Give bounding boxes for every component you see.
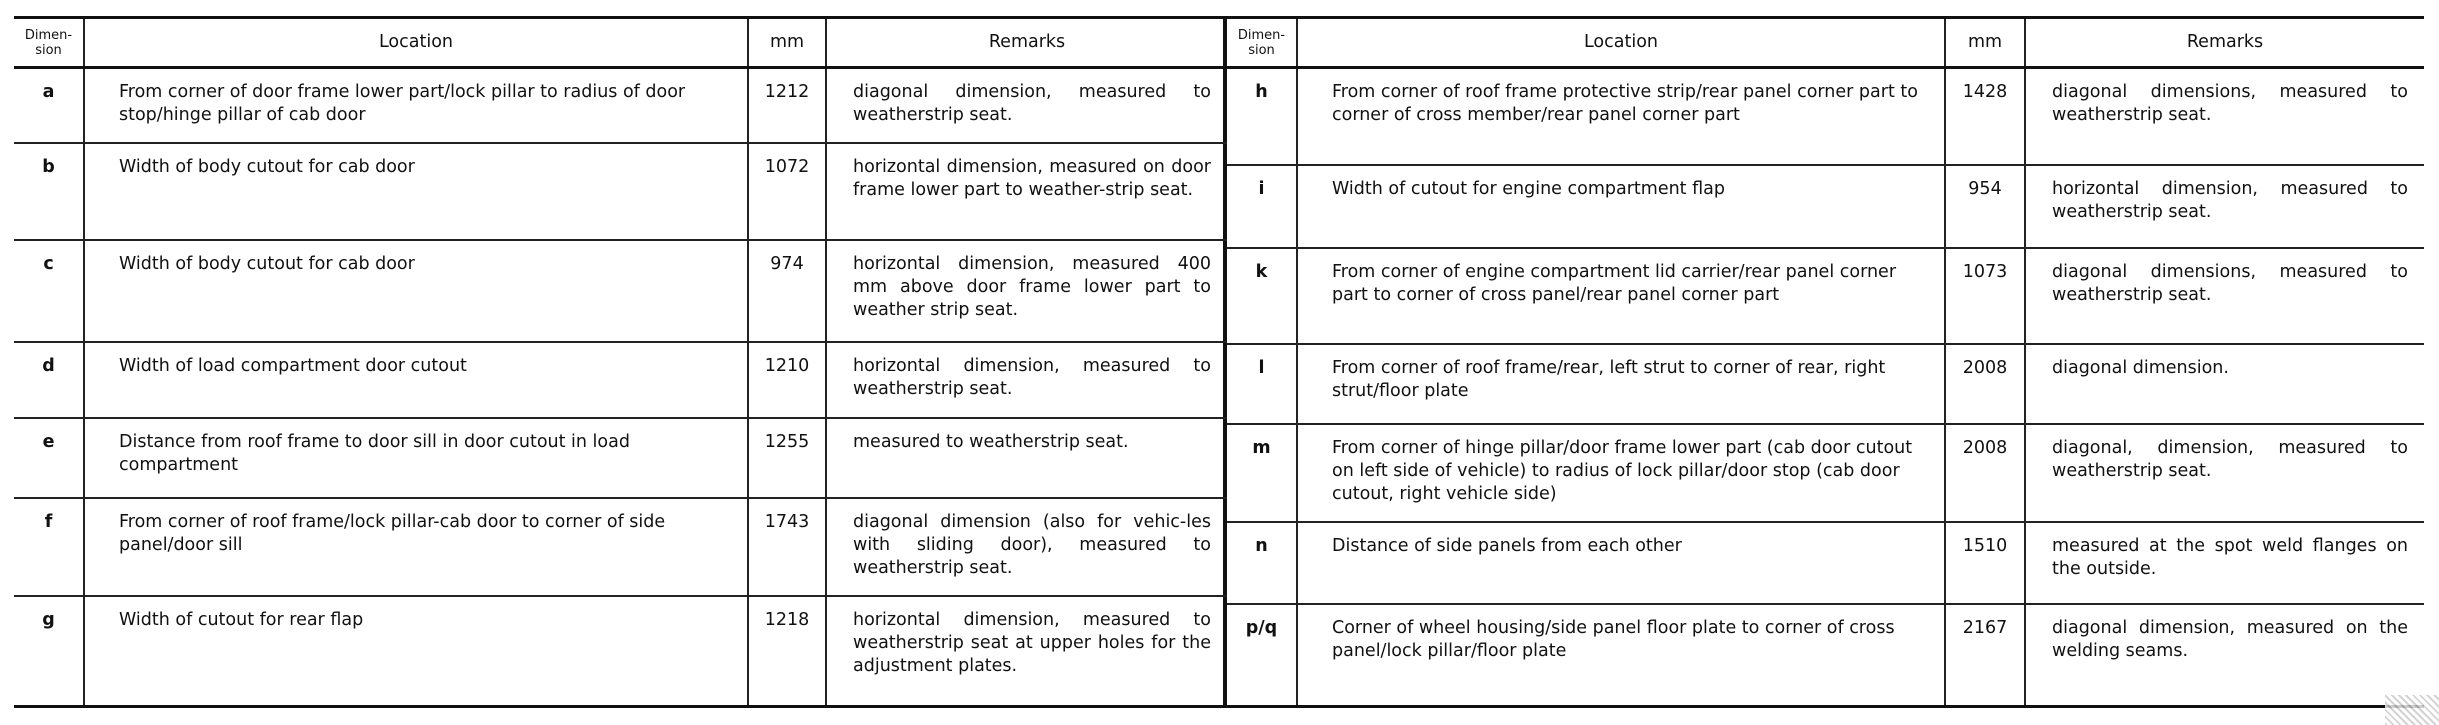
dimension-cell: b (14, 143, 84, 240)
table-row (1227, 165, 2424, 248)
dimension-cell: d (14, 342, 84, 418)
dimension-table-sheet (14, 16, 2424, 708)
remarks-cell: horizontal dimension, measured to weatherstrip seat. (2025, 165, 2424, 248)
location-cell: Distance of side panels from each other (1297, 522, 1945, 604)
location-header: Location (1297, 19, 1945, 68)
location-cell: Corner of wheel housing/side panel floor plate to corner of cross panel/lock pillar/floor plate (1297, 604, 1945, 706)
dimension-cell: n (1227, 522, 1297, 604)
remarks-cell: horizontal dimension, measured on door frame lower part to weather-strip seat. (826, 143, 1227, 240)
table-row (14, 342, 1227, 418)
dimension-cell: h (1227, 68, 1297, 165)
table-row (14, 596, 1227, 706)
mm-cell: 1218 (748, 596, 826, 706)
location-cell: From corner of door frame lower part/lock pillar to radius of door stop/hinge pillar of cab door (84, 68, 748, 143)
dimension-cell: p/q (1227, 604, 1297, 706)
remarks-cell: measured to weatherstrip seat. (826, 418, 1227, 498)
dimension-cell: l (1227, 344, 1297, 424)
table-row (14, 418, 1227, 498)
remarks-cell: measured at the spot weld flanges on the outside. (2025, 522, 2424, 604)
location-cell: Width of cutout for rear flap (84, 596, 748, 706)
dimension-cell: a (14, 68, 84, 143)
location-cell: From corner of roof frame/lock pillar-cab door to corner of side panel/door sill (84, 498, 748, 596)
remarks-cell: diagonal, dimension, measured to weatherstrip seat. (2025, 424, 2424, 522)
dimension-header: Dimen- sion (1227, 19, 1297, 68)
location-cell: Width of load compartment door cutout (84, 342, 748, 418)
remarks-cell: horizontal dimension, measured to weatherstrip seat. (826, 342, 1227, 418)
table-row (14, 68, 1227, 143)
left-dimension-table (14, 19, 1227, 705)
remarks-header: Remarks (826, 19, 1227, 68)
mm-cell: 954 (1945, 165, 2025, 248)
location-cell: From corner of roof frame protective strip/rear panel corner part to corner of cross member/rear panel corner part (1297, 68, 1945, 165)
mm-header: mm (1945, 19, 2025, 68)
table-row (1227, 604, 2424, 706)
mm-cell: 2167 (1945, 604, 2025, 706)
dimension-cell: k (1227, 248, 1297, 344)
mm-cell: 1072 (748, 143, 826, 240)
table-row (1227, 522, 2424, 604)
dimension-cell: f (14, 498, 84, 596)
right-table-half (1227, 19, 2424, 705)
remarks-cell: diagonal dimensions, measured to weatherstrip seat. (2025, 248, 2424, 344)
location-cell: From corner of roof frame/rear, left strut to corner of rear, right strut/floor plate (1297, 344, 1945, 424)
location-cell: Distance from roof frame to door sill in door cutout in load compartment (84, 418, 748, 498)
remarks-cell: diagonal dimensions, measured to weatherstrip seat. (2025, 68, 2424, 165)
dimension-cell: e (14, 418, 84, 498)
left-table-half (14, 19, 1227, 705)
remarks-cell: horizontal dimension, measured 400 mm above door frame lower part to weather strip seat. (826, 240, 1227, 342)
dimension-cell: g (14, 596, 84, 706)
table-row (1227, 68, 2424, 165)
remarks-cell: diagonal dimension (also for vehic-les with sliding door), measured to weatherstrip seat. (826, 498, 1227, 596)
corner-halftone-mark (2385, 695, 2439, 725)
location-cell: Width of cutout for engine compartment flap (1297, 165, 1945, 248)
right-dimension-table (1227, 19, 2424, 705)
mm-cell: 1073 (1945, 248, 2025, 344)
header-row (14, 19, 1227, 68)
remarks-header: Remarks (2025, 19, 2424, 68)
remarks-cell: horizontal dimension, measured to weatherstrip seat at upper holes for the adjustment plates. (853, 609, 1211, 676)
remarks-cell: diagonal dimension, measured on the welding seams. (2052, 617, 2408, 661)
mm-cell: 1428 (1945, 68, 2025, 165)
mm-header: mm (748, 19, 826, 68)
dimension-cell: i (1227, 165, 1297, 248)
dimension-cell: c (14, 240, 84, 342)
remarks-cell: diagonal dimension, measured to weatherstrip seat. (826, 68, 1227, 143)
mm-cell: 1510 (1945, 522, 2025, 604)
table-row (14, 240, 1227, 342)
mm-cell: 1210 (748, 342, 826, 418)
dimension-header: Dimen- sion (14, 19, 84, 68)
location-cell: Width of body cutout for cab door (84, 143, 748, 240)
table-row (14, 143, 1227, 240)
table-row (14, 498, 1227, 596)
header-row (1227, 19, 2424, 68)
mm-cell: 1743 (748, 498, 826, 596)
table-row (1227, 344, 2424, 424)
location-cell: Width of body cutout for cab door (84, 240, 748, 342)
mm-cell: 1212 (748, 68, 826, 143)
remarks-cell: diagonal dimension. (2025, 344, 2424, 424)
table-row (1227, 248, 2424, 344)
location-cell: From corner of hinge pillar/door frame lower part (cab door cutout on left side of vehicle) to radius of lock pillar/door stop (cab door cutout, right vehicle side) (1297, 424, 1945, 522)
mm-cell: 2008 (1945, 424, 2025, 522)
location-cell: From corner of engine compartment lid carrier/rear panel corner part to corner of cross panel/rear panel corner part (1297, 248, 1945, 344)
table-row (1227, 424, 2424, 522)
mm-cell: 2008 (1945, 344, 2025, 424)
mm-cell: 1255 (748, 418, 826, 498)
location-header: Location (84, 19, 748, 68)
mm-cell: 974 (748, 240, 826, 342)
dimension-cell: m (1227, 424, 1297, 522)
